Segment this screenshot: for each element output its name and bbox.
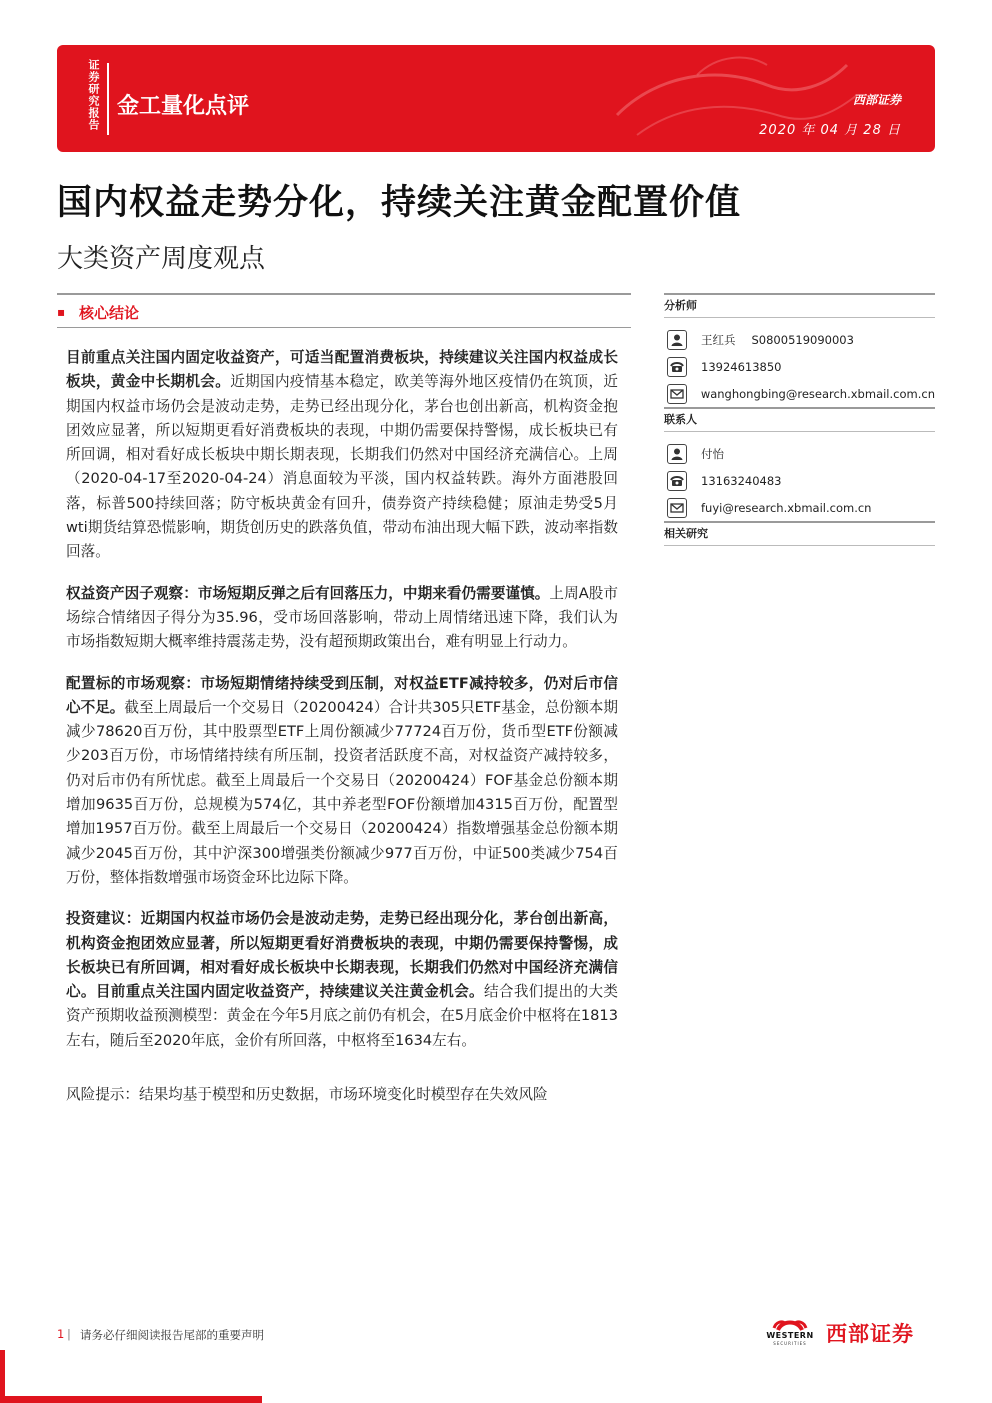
page-number: 1: [57, 1327, 65, 1341]
core-conclusion-body: [66, 346, 618, 1124]
broker-logo: [760, 1318, 914, 1348]
analyst-phone: 13924613850: [701, 359, 782, 374]
logo-subtext: SECURITIES: [773, 1341, 807, 1346]
paragraph: [66, 582, 618, 655]
analyst-email[interactable]: wanghongbing@research.xbmail.com.cn: [700, 386, 935, 401]
broker-brand-name: 西部证券: [826, 1322, 914, 1346]
section-header: [57, 293, 631, 328]
bullet-icon: ▪: [57, 305, 66, 319]
report-category-tag: 证券研究报告: [87, 59, 100, 131]
paragraph-lead: 投资建议：近期国内权益市场仍会是波动走势，走势已经出现分化，茅台创出新高，机构资金抱团效应显著，所以短期更看好消费板块的表现，中期仍需要保持警惕，成长板块已有所回调，相对看好成长板块中长期表现，长期我们仍然对中国经济充满信心。目前重点关注国内固定收益资产，持续建议关注黄金机会。: [66, 910, 618, 1001]
analyst-header: 分析师: [664, 293, 935, 318]
paragraph-text: 近期国内疫情基本稳定，欧美等海外地区疫情仍在筑顶，近期国内权益市场仍会是波动走势，走势已经出现分化，茅台也创出新高，机构资金抱团效应显著，所以短期更看好消费板块的表现，中期仍需要保持警惕，成长板块已有所回调，相对看好成长板块中期长期表现，长期我们仍然对中国经济充满信心。上周（2020-04-17至2020-04-24）消息面较为平淡，国内权益转跌。海外方面港股回落，标普500持续回落；防守板块黄金有回升，债券资产持续稳健；原油走势受5月wti期货结算恐慌影响，期货创历史的跌落负值，带动布油出现大幅下跌，波动率指数回落。: [66, 373, 618, 561]
header-banner: [57, 45, 935, 152]
paragraph-lead: 目前重点关注国内固定收益资产，可适当配置消费板块，持续建议关注国内权益成长板块，黄金中长期机会。: [66, 349, 618, 391]
western-securities-logo-icon: [760, 1318, 820, 1348]
corner-accent: [0, 1396, 262, 1403]
person-icon: [667, 444, 687, 464]
analyst-name: 王红兵: [701, 332, 736, 347]
mail-icon: [667, 498, 687, 518]
report-date: 2020 年 04 月 28 日: [759, 123, 901, 138]
analyst-email-row: [664, 380, 935, 407]
contact-email-row: [664, 494, 935, 521]
page-title: 国内权益走势分化，持续关注黄金配置价值: [57, 183, 742, 223]
logo-text: WESTERN: [766, 1331, 814, 1340]
contact-header: 联系人: [664, 407, 935, 432]
page-subtitle: 大类资产周度观点: [57, 244, 266, 274]
phone-icon: [667, 471, 687, 491]
contact-name-row: [664, 440, 935, 467]
paragraph-text: 结合我们提出的大类资产预期收益预测模型：黄金在今年5月底之前仍有机会，在5月底金价中枢将在1813左右，随后至2020年底，金价有所回落，中枢将至1634左右。: [66, 983, 618, 1049]
report-series: 金工量化点评: [117, 94, 250, 119]
section-title: 核心结论: [79, 304, 140, 322]
related-research-header: 相关研究: [664, 521, 935, 546]
contact-email[interactable]: fuyi@research.xbmail.com.cn: [701, 500, 872, 515]
paragraph-lead: 配置标的市场观察：市场短期情绪持续受到压制，对权益ETF减持较多，仍对后市信心不足。: [66, 674, 618, 716]
sidebar: [664, 293, 935, 546]
paragraph: [66, 346, 618, 565]
paragraph-lead: 权益资产因子观察：市场短期反弹之后有回落压力，中期来看仍需要谨慎。: [66, 584, 550, 602]
broker-name: 西部证券: [852, 93, 901, 107]
footer-separator: |: [67, 1327, 71, 1341]
risk-note: 风险提示：结果均基于模型和历史数据，市场环境变化时模型存在失效风险: [66, 1086, 548, 1104]
person-icon: [667, 330, 687, 350]
contact-phone: 13163240483: [701, 473, 782, 488]
phone-icon: [667, 357, 687, 377]
paragraph-text: 上周A股市场综合情绪因子得分为35.96，受市场回落影响，带动上周情绪迅速下降，我们认为市场指数短期大概率维持震荡走势，没有超预期政策出台，难有明显上行动力。: [66, 584, 619, 651]
contact-name: 付怡: [701, 446, 724, 461]
footer-disclaimer: 请务必仔细阅读报告尾部的重要声明: [80, 1328, 264, 1342]
paragraph-text: 截至上周最后一个交易日（20200424）合计共305只ETF基金，总份额本期减少78620百万份，其中股票型ETF上周份额减少77724百万份，货币型ETF份额减少203百万份，市场情绪持续有所压制，投资者活跃度不高，对权益资产减持较多，仍对后市仍有所忧虑。截至上周最后一个交易日（20200424）FOF基金总份额本期增加9635百万份，总规模为574亿，其中养老型FOF份额增加4315百万份，配置型增加1957百万份。截至上周最后一个交易日（20200424）指数增强基金总份额本期减少2045百万份，其中沪深300增强类份额减少977百万份，中证500类减少754百万份，整体指数增强市场资金环比边际下降。: [66, 698, 618, 886]
analyst-name-row: [664, 326, 935, 353]
mail-icon: [667, 384, 687, 404]
paragraph: [66, 672, 618, 891]
analyst-cert: S0800519090003: [751, 332, 854, 347]
paragraph: [66, 907, 618, 1053]
banner-divider: [107, 63, 109, 135]
contact-phone-row: [664, 467, 935, 494]
analyst-phone-row: [664, 353, 935, 380]
